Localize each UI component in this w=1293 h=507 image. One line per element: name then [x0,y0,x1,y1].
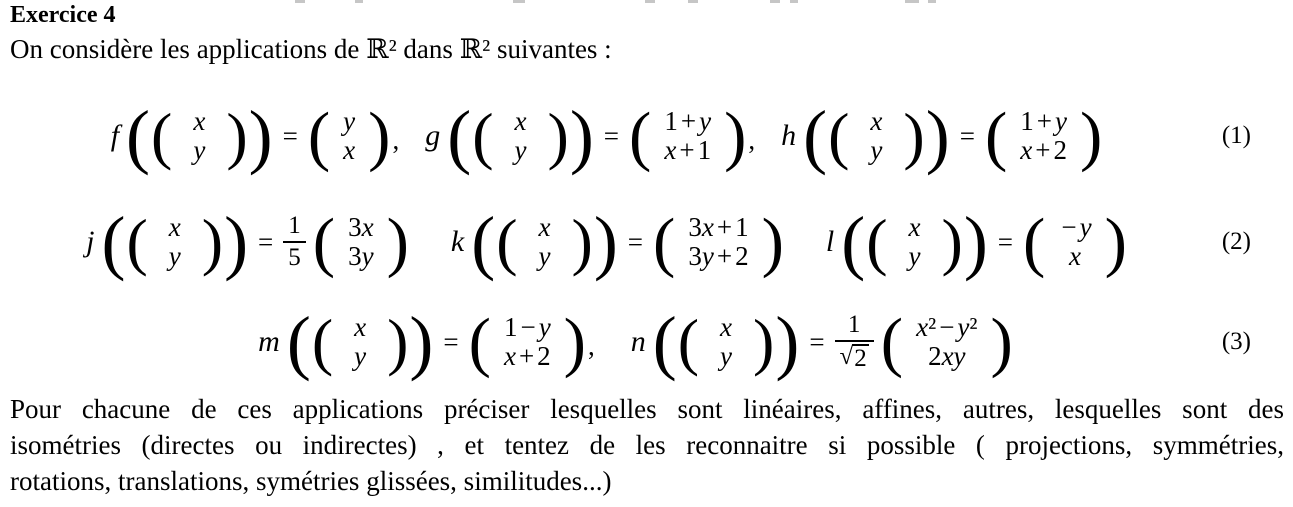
equation-items [0,302,1293,382]
math-variable: y [699,106,712,136]
math-variable: y [957,312,970,342]
math-variable: y [354,341,367,371]
math-operator: + [518,341,535,371]
equation-item [258,302,595,382]
function-name: f [110,119,120,152]
equation-row [0,90,1293,182]
equals-sign: = [997,226,1014,257]
math-variable: x [514,106,527,136]
coefficient-fraction [283,213,306,271]
math-variable: x [701,212,714,242]
close-paren: ) [1104,204,1127,279]
math-operator: + [716,241,733,271]
math-variable: x [720,312,733,342]
open-paren: ( [677,306,700,377]
argument-vector [700,313,752,371]
close-paren: ) [387,306,409,377]
page-edge-artifact [790,0,798,3]
vector-entry [870,107,882,136]
vector-entry: 3x [348,212,374,242]
vector-entry [539,213,551,242]
page-edge-artifact [770,0,780,3]
vector-entry [909,242,921,271]
vector-entry: 3y + 2 [688,241,749,271]
math-operator: + [679,135,695,165]
math-variable: y [953,341,966,371]
equation-row [0,296,1293,388]
result-vector [330,107,368,165]
math-variable: y [168,241,181,271]
page-edge-artifact [513,0,525,3]
result-vector [1045,213,1104,271]
math-variable: y [514,135,527,165]
equation-item [630,302,1013,382]
math-variable: y [361,241,374,271]
math-variable: y [343,106,356,136]
equation-item [825,202,1127,282]
function-name: h [781,119,797,152]
exercise-title: Exercice 4 [10,2,116,28]
open-paren: ( [629,98,652,173]
closing-line-1: Pour chacune de ces applications préciser lesquelles sont linéaires, affines, autres, lesquelles sont des [10,394,1284,424]
open-paren: ( [841,202,866,282]
math-variable: y [701,241,714,271]
close-paren: ) [547,100,569,171]
argument-vector [173,107,225,165]
separator-comma: , [392,125,400,155]
equation-number: (1) [1221,122,1251,149]
closing-line-3: rotations, translations, symétries glissées, similitudes...) [10,466,612,496]
vector-entry [870,136,882,165]
math-variable: x [361,212,374,242]
math-operator: + [1036,106,1052,136]
result-vector [651,107,724,165]
equation-item [110,96,400,176]
open-paren: ( [126,206,148,277]
open-paren: ( [472,100,494,171]
math-operator: + [716,212,733,242]
close-paren: ) [226,100,248,171]
open-paren: ( [126,96,151,176]
math-variable: y [870,135,883,165]
fraction-numerator: 1 [288,212,301,239]
result-vector [1007,107,1080,165]
vector-entry [539,242,551,271]
open-paren: ( [471,202,496,282]
page-edge-artifact [355,0,363,3]
vector-entry [169,242,181,271]
argument-vector [850,107,902,165]
equation-items [0,202,1293,282]
result-vector [675,213,761,271]
math-variable: x [538,212,551,242]
fraction-denominator: 5 [283,241,306,271]
vector-entry [343,136,355,165]
result-vector [491,313,564,371]
close-paren: ) [409,302,434,382]
argument-vector [334,313,386,371]
close-paren: ) [224,202,249,282]
close-paren: ) [571,206,593,277]
function-name: n [630,325,646,358]
equation-items [0,96,1293,176]
vector-entry [720,313,732,342]
close-paren: ) [368,98,391,173]
math-variable: y [193,135,206,165]
close-paren: ) [775,302,800,382]
vector-entry [343,107,355,136]
result-vector [903,313,990,371]
equals-sign: = [959,120,975,151]
open-paren: ( [447,96,472,176]
math-variable: x [168,212,181,242]
vector-entry [354,313,366,342]
open-paren: ( [101,202,126,282]
close-paren: ) [941,206,963,277]
page-edge-artifact [295,0,305,3]
fraction-denominator [835,340,874,372]
separator-comma: , [748,125,756,155]
math-variable: x [941,341,954,371]
math-variable: y [908,241,921,271]
math-variable: x [870,106,883,136]
page-edge-artifact [905,0,919,3]
equation-item [450,202,784,282]
open-paren: ( [803,96,828,176]
open-paren: ( [312,204,336,279]
math-variable: x [343,135,356,165]
vector-entry [720,342,732,371]
open-paren: ( [286,302,311,382]
math-operator: − [1061,212,1077,242]
argument-vector [519,213,571,271]
function-name: l [825,225,835,258]
vector-entry [909,213,921,242]
equation-item [781,96,1103,176]
open-paren: ( [151,100,173,171]
function-name: g [425,119,441,152]
open-paren: ( [496,206,518,277]
close-paren: ) [925,96,950,176]
vector-entry: x + 2 [1020,135,1067,165]
open-paren: ( [652,302,677,382]
math-operator: − [520,312,536,342]
vector-entry [1069,242,1081,271]
math-variable: x [354,312,367,342]
close-paren: ) [963,202,988,282]
vector-entry [354,342,366,371]
equals-sign: = [258,226,274,257]
math-variable: x [916,312,929,342]
open-paren: ( [307,98,331,173]
argument-vector [889,213,941,271]
equals-sign: = [282,120,298,151]
separator-comma: , [587,331,595,361]
math-variable: y [1079,212,1092,242]
math-variable: x [1068,241,1081,271]
equals-sign: = [443,326,459,357]
open-paren: ( [468,304,491,379]
open-paren: ( [828,100,850,171]
vector-entry: x + 2 [503,341,551,371]
open-paren: ( [653,204,676,279]
vector-entry: 3x + 1 [688,212,749,242]
equation-number: (3) [1221,328,1251,355]
vector-entry [193,107,205,136]
closing-paragraph [10,391,1284,499]
open-paren: ( [880,304,904,379]
math-variable: y [538,312,551,342]
equation-row [0,196,1293,288]
math-variable: y [1054,106,1067,136]
vector-entry [515,107,527,136]
equals-sign: = [809,326,825,357]
equals-sign: = [627,226,644,257]
open-paren: ( [984,98,1008,173]
math-variable: y [720,341,733,371]
function-name: k [450,225,465,258]
math-operator: + [1035,135,1051,165]
math-variable: x [908,212,921,242]
math-variable: x [193,106,206,136]
close-paren: ) [753,306,775,377]
page-edge-artifact [645,0,655,3]
math-operator: + [680,106,697,136]
vector-entry: x² − y² [916,312,978,342]
fraction-numerator: 1 [847,311,861,338]
vector-entry [1058,213,1091,242]
close-paren: ) [386,204,409,279]
radical-sign: √ [839,343,854,370]
math-variable: y [538,241,551,271]
vector-entry: 2xy [928,341,966,371]
equals-sign: = [603,120,620,151]
page-edge-artifact [928,0,936,3]
math-variable: x [503,341,516,371]
vector-entry [515,136,527,165]
equation-item [425,96,756,176]
open-paren: ( [866,206,888,277]
page-edge-artifact [688,0,698,3]
function-name: m [258,325,280,358]
open-paren: ( [311,306,334,377]
math-variable: x [1020,135,1033,165]
close-paren: ) [593,202,618,282]
argument-vector [149,213,201,271]
close-paren: ) [903,100,925,171]
vector-entry: 1 + y [664,106,712,136]
vector-entry: 1 + y [1020,106,1067,136]
result-vector [335,213,386,271]
argument-vector [495,107,547,165]
math-variable: x [664,135,677,165]
vector-entry [169,213,181,242]
close-paren: ) [563,304,586,379]
close-paren: ) [990,304,1013,379]
radicand: 2 [854,345,867,372]
coefficient-fraction [835,312,874,372]
intro-text: On considère les applications de ℝ² dans ℝ² suivantes : [10,34,612,64]
open-paren: ( [1023,204,1046,279]
equation-item [86,202,409,282]
equation-number: (2) [1221,228,1251,255]
close-paren: ) [724,98,747,173]
close-paren: ) [569,96,594,176]
close-paren: ) [248,96,273,176]
function-name: j [86,225,95,258]
vector-entry: 3y [348,241,374,271]
vector-entry [193,136,205,165]
math-operator: − [939,312,955,342]
close-paren: ) [1079,98,1103,173]
close-paren: ) [761,204,784,279]
closing-line-2: isométries (directes ou indirectes) , et tentez de les reconnaitre si possible ( projections, symmétries, [10,430,1284,460]
close-paren: ) [201,206,224,277]
vector-entry: x + 1 [664,135,712,165]
vector-entry: 1 − y [503,312,551,342]
